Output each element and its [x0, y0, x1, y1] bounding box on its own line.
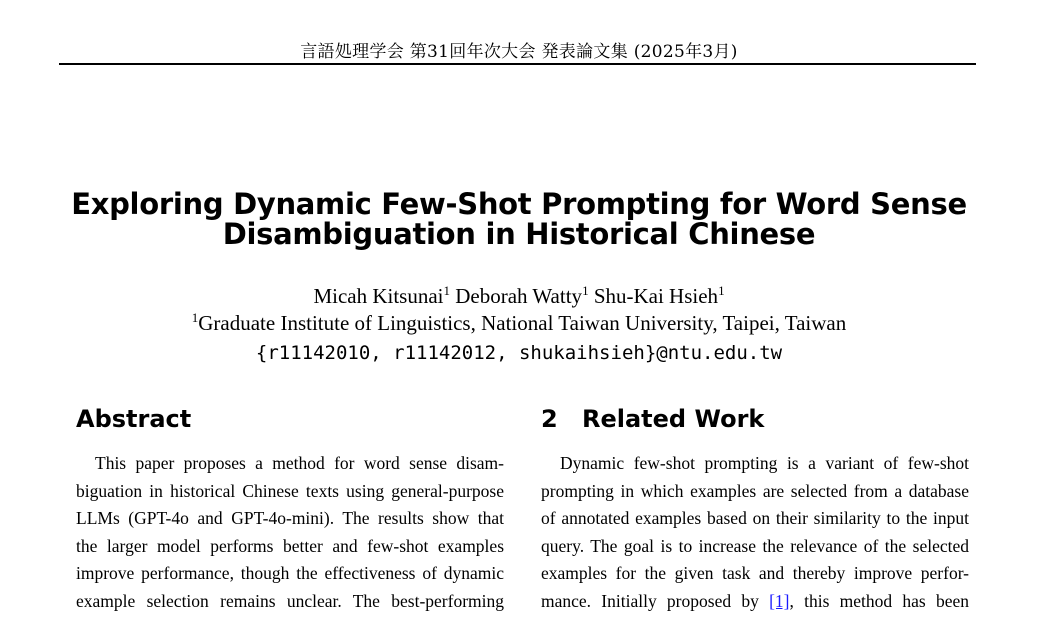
related-work-line: Dynamic few-shot prompting is a variant of few-shot: [560, 453, 969, 473]
author-affil-mark: 1: [443, 283, 450, 298]
author-name: Shu-Kai Hsieh: [593, 284, 719, 308]
running-header: 言語処理学会 第31回年次大会 発表論文集 (2025年3月): [300, 42, 738, 62]
abstract-line: LLMs (GPT-4o and GPT-4o-mini). The results show that: [76, 508, 504, 529]
related-work-text: , this method has been: [789, 590, 969, 611]
author-affil-mark: 1: [718, 283, 725, 298]
paper-title: [0, 189, 1038, 249]
related-work-line: examples for the given task and thereby improve perfor-: [541, 563, 969, 584]
abstract-body: [76, 450, 504, 616]
related-work-text: mance. Initially proposed by: [541, 590, 770, 611]
abstract-line: improve performance, though the effectiveness of dynamic: [76, 563, 504, 584]
abstract-heading: Abstract: [76, 405, 192, 433]
email-addresses: {r11142010, r11142012, shukaihsieh}@ntu.edu.tw: [255, 342, 783, 364]
affiliation: [0, 310, 1038, 339]
title-line-2: Disambiguation in Historical Chinese: [222, 217, 816, 251]
author-list: [0, 283, 1038, 312]
header-rule: [59, 63, 976, 65]
section-number: 2: [541, 405, 558, 433]
author-affil-mark: 1: [582, 283, 589, 298]
abstract-line: the larger model performs better and few-shot examples: [76, 535, 504, 556]
author-name: Micah Kitsunai: [313, 284, 444, 308]
citation-link[interactable]: [1]: [769, 590, 790, 611]
section-title: Related Work: [582, 405, 765, 433]
abstract-line: biguation in historical Chinese texts using general-purpose: [76, 480, 504, 501]
abstract-line: This paper proposes a method for word sense disam-: [95, 453, 504, 473]
affiliation-text: Graduate Institute of Linguistics, National Taiwan University, Taipei, Taiwan: [198, 311, 847, 335]
affil-mark: 1: [191, 310, 199, 325]
abstract-line: example selection remains unclear. The best-performing: [76, 590, 504, 611]
author-name: Deborah Watty: [455, 284, 583, 308]
related-work-heading: [541, 403, 764, 435]
related-work-body: [541, 450, 969, 616]
related-work-line: of annotated examples based on their similarity to the input: [541, 508, 969, 529]
related-work-line: query. The goal is to increase the relevance of the selected: [541, 535, 969, 556]
related-work-line: [541, 588, 969, 616]
related-work-line: prompting in which examples are selected from a database: [541, 480, 969, 501]
title-line-1: Exploring Dynamic Few-Shot Prompting for Word Sense: [71, 187, 967, 221]
